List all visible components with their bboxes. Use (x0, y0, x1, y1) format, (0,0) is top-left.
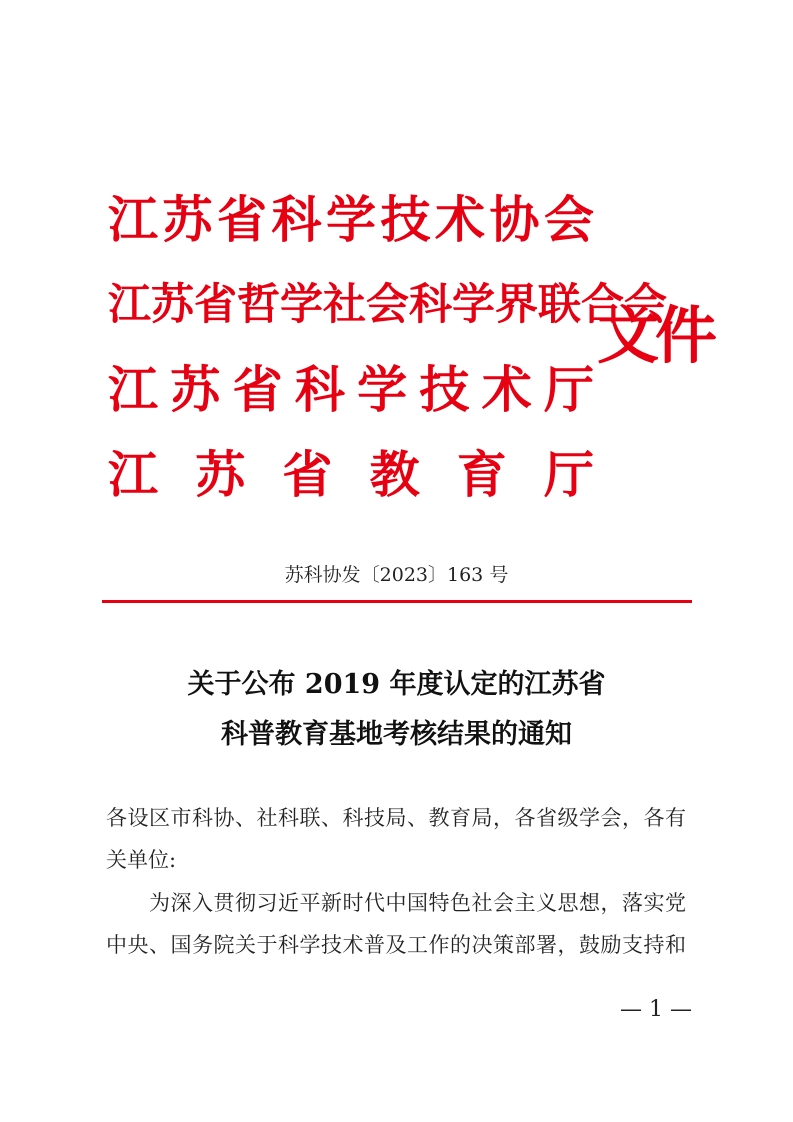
issuer-char: 术 (435, 191, 485, 249)
issuer-jiangsu-science-association (108, 185, 594, 255)
issuer-char: 技 (380, 191, 431, 249)
issuer-jiangsu-science-department (108, 355, 594, 425)
document-word: 文件 (597, 299, 714, 372)
issuer-text: 江苏省哲学社会科学界联合会 (108, 280, 667, 330)
issuer-jiangsu-social-science-federation (108, 270, 667, 340)
issuer-char: 苏 (162, 191, 213, 249)
issuer-char: 术 (481, 361, 532, 419)
issuer-jiangsu-education-department (108, 440, 594, 510)
issuer-char: 学 (357, 361, 408, 419)
issuer-char: 科 (271, 191, 322, 249)
issuer-char: 江 (108, 446, 158, 504)
page-number: — 1 — (620, 997, 692, 1022)
issuer-char: 育 (456, 446, 507, 504)
red-divider-line (102, 600, 692, 603)
issuer-char: 省 (217, 191, 267, 249)
issuer-char: 省 (232, 361, 283, 419)
issuer-char: 厅 (543, 361, 594, 419)
issuer-char: 厅 (543, 446, 594, 504)
issuer-char: 协 (489, 191, 540, 249)
issuer-char: 技 (419, 361, 470, 419)
issuer-char: 省 (282, 446, 333, 504)
issuer-char: 苏 (170, 361, 221, 419)
body-text-line: 各设区市科协、社科联、科技局、教育局，各省级学会，各有 (106, 806, 686, 830)
issuer-char: 苏 (195, 446, 246, 504)
issuer-char: 学 (326, 191, 376, 249)
red-letterhead (0, 0, 793, 560)
issuer-char: 江 (108, 191, 158, 249)
body-text-line: 关单位: (106, 848, 177, 872)
notice-title-line-2: 科普教育基地考核结果的通知 (221, 719, 572, 750)
issuer-char: 会 (544, 191, 594, 249)
body-text-line: 中央、国务院关于科学技术普及工作的决策部署，鼓励支持和 (106, 933, 686, 957)
issuer-char: 江 (108, 361, 158, 419)
document-number: 苏科协发〔2023〕163 号 (284, 564, 509, 586)
notice-title-line-1: 关于公布 2019 年度认定的江苏省 (187, 669, 606, 700)
issuer-char: 科 (294, 361, 345, 419)
issuer-char: 教 (369, 446, 420, 504)
body-text-line: 为深入贯彻习近平新时代中国特色社会主义思想，落实党 (106, 891, 686, 915)
